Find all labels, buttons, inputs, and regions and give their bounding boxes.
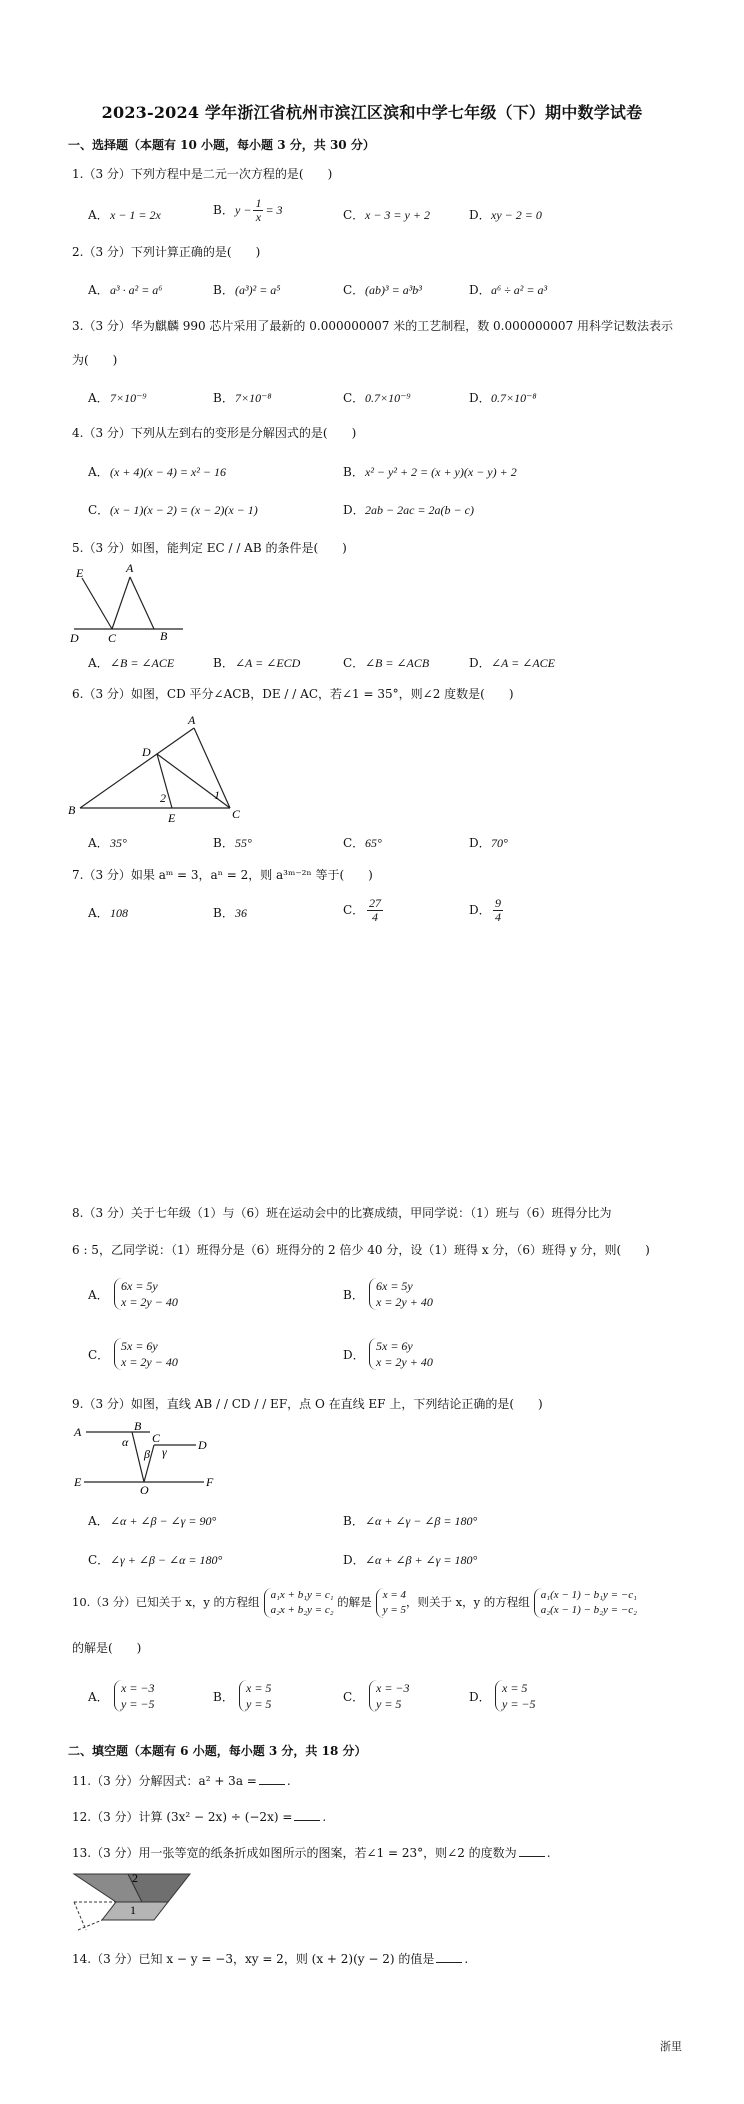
- q5-figure: [68, 562, 188, 644]
- option-label: C．: [343, 836, 365, 850]
- equation-1: x = −3: [121, 1681, 155, 1695]
- label-d: D: [198, 1438, 207, 1452]
- option-label: A．: [88, 1287, 109, 1302]
- q5-option-a[interactable]: [88, 654, 174, 671]
- q7-option-b[interactable]: [213, 904, 247, 921]
- stem-text: 12.（3 分）计算 (3x² − 2x) ÷ (−2x) =: [72, 1810, 293, 1824]
- label-a: A: [188, 713, 196, 727]
- q2-option-b[interactable]: [213, 281, 280, 298]
- option-text: x − 3 = y + 2: [365, 208, 430, 222]
- option-label: D．: [469, 836, 491, 850]
- option-text: 0.7×10⁻⁹: [365, 391, 411, 405]
- label-a: A: [74, 1425, 82, 1439]
- section-heading-choice: 一、选择题（本题有 10 小题，每小题 3 分，共 30 分）: [68, 138, 375, 152]
- question-3-stem-line2: 为( ): [72, 353, 118, 367]
- equation-2: y = −5: [121, 1697, 155, 1711]
- option-label: A．: [88, 836, 109, 850]
- q8-option-c[interactable]: [88, 1338, 178, 1370]
- option-text-2: = 3: [265, 203, 283, 217]
- label-alpha: α: [122, 1435, 129, 1449]
- question-9-stem: 9.（3 分）如图，直线 AB / / CD / / EF，点 O 在直线 EF 上，下列结论正确的是( ): [72, 1397, 543, 1411]
- option-label: D．: [469, 903, 491, 917]
- option-label: A．: [88, 283, 109, 297]
- option-label: C．: [343, 283, 365, 297]
- q1-option-c[interactable]: [343, 206, 430, 223]
- option-label: D．: [343, 1347, 365, 1362]
- q3-option-d[interactable]: [469, 389, 537, 406]
- option-text: 0.7×10⁻⁸: [491, 391, 537, 405]
- q8-option-a[interactable]: [88, 1278, 178, 1310]
- option-label: A．: [88, 208, 109, 222]
- option-label: D．: [469, 391, 491, 405]
- option-label: C．: [343, 1689, 365, 1704]
- label-a: A: [126, 561, 134, 575]
- option-label: D．: [469, 656, 491, 670]
- label-e: E: [74, 1475, 82, 1489]
- option-label: B．: [213, 391, 234, 405]
- option-text: a³ · a² = a⁶: [110, 283, 163, 297]
- q2-option-d[interactable]: [469, 281, 547, 298]
- equation-2: x = 2y − 40: [121, 1295, 178, 1309]
- option-label: D．: [469, 1689, 491, 1704]
- equation-1: 5x = 6y: [376, 1339, 413, 1353]
- fraction: [253, 197, 263, 224]
- label-d: D: [70, 631, 79, 645]
- option-label: B．: [213, 656, 234, 670]
- option-text: x − 1 = 2x: [110, 208, 161, 222]
- equation-2: y = 5: [376, 1697, 402, 1711]
- option-label: A．: [88, 391, 109, 405]
- question-7-stem: 7.（3 分）如果 aᵐ = 3，aⁿ = 2，则 a³ᵐ⁻²ⁿ 等于( ): [72, 868, 373, 882]
- q6-option-b[interactable]: [213, 834, 252, 851]
- option-label: A．: [88, 656, 109, 670]
- option-text: 70°: [491, 836, 508, 850]
- label-gamma: γ: [162, 1445, 167, 1459]
- option-label: A．: [88, 465, 109, 479]
- segment-ec: [82, 578, 112, 629]
- question-6-stem: 6.（3 分）如图，CD 平分∠ACB，DE / / AC，若∠1 = 35°，则∠2 度数是( ): [72, 687, 514, 701]
- equation-1: 6x = 5y: [376, 1279, 413, 1293]
- equation-system-3: [534, 1588, 637, 1618]
- equation-2: a₂x + b₂y = c₂: [270, 1604, 334, 1616]
- denominator: 4: [372, 910, 378, 924]
- option-text: ∠α + ∠β − ∠γ = 90°: [110, 1514, 217, 1528]
- option-text: 7×10⁻⁹: [110, 391, 147, 405]
- label-b: B: [160, 629, 168, 643]
- q1-option-a[interactable]: [88, 206, 161, 223]
- numerator: 9: [495, 896, 501, 910]
- option-label: D．: [469, 283, 491, 297]
- question-14: [72, 1950, 468, 1967]
- equation-system: [369, 1278, 433, 1310]
- option-text: xy − 2 = 0: [491, 208, 542, 222]
- q9-figure: [72, 1419, 222, 1497]
- answer-blank[interactable]: [294, 1808, 320, 1821]
- option-label: B．: [343, 1514, 364, 1528]
- question-10-stem-line1: [72, 1588, 637, 1618]
- equation-system: [114, 1278, 178, 1310]
- option-text: ∠α + ∠β + ∠γ = 180°: [365, 1553, 478, 1567]
- option-text: 7×10⁻⁸: [235, 391, 272, 405]
- q10-option-c[interactable]: [343, 1680, 410, 1712]
- equation-2: y = 5: [246, 1697, 272, 1711]
- option-label: B．: [213, 906, 234, 920]
- fraction: [493, 897, 503, 924]
- equation-system: [239, 1680, 271, 1712]
- equation-1: x = 5: [246, 1681, 272, 1695]
- stem-text-2: 的解是: [337, 1595, 372, 1609]
- option-text: 35°: [110, 836, 127, 850]
- numerator: 27: [369, 896, 381, 910]
- equation-system: [369, 1338, 433, 1370]
- equation-system: [114, 1680, 155, 1712]
- segment-ac: [194, 728, 230, 808]
- option-text: 36: [235, 906, 247, 920]
- option-text: x² − y² + 2 = (x + y)(x − y) + 2: [365, 465, 517, 479]
- option-text: y −: [235, 203, 252, 217]
- option-label: C．: [343, 656, 365, 670]
- equation-1: x = 5: [502, 1681, 528, 1695]
- option-text: ∠α + ∠γ − ∠β = 180°: [365, 1514, 478, 1528]
- option-text: 2ab − 2ac = 2a(b − c): [365, 503, 474, 517]
- stem-text: 11.（3 分）分解因式：a² + 3a =: [72, 1774, 257, 1788]
- option-label: C．: [343, 903, 365, 917]
- question-1-stem: 1.（3 分）下列方程中是二元一次方程的是( ): [72, 167, 333, 181]
- answer-blank[interactable]: [436, 1950, 462, 1963]
- q9-option-c[interactable]: [88, 1551, 222, 1568]
- option-text: (x − 1)(x − 2) = (x − 2)(x − 1): [110, 503, 258, 517]
- option-label: B．: [213, 1689, 234, 1704]
- option-label: C．: [88, 503, 110, 517]
- fold-guide-dashed-2: [74, 1902, 86, 1930]
- q10-option-b[interactable]: [213, 1680, 271, 1712]
- q3-option-c[interactable]: [343, 389, 411, 406]
- answer-blank[interactable]: [259, 1772, 285, 1785]
- option-text: 55°: [235, 836, 252, 850]
- option-text: ∠A = ∠ACE: [491, 656, 555, 670]
- equation-1: x = 4: [382, 1589, 406, 1601]
- equation-2: x = 2y − 40: [121, 1355, 178, 1369]
- label-e: E: [76, 566, 84, 580]
- stem-end: .: [286, 1774, 291, 1788]
- q9-option-d[interactable]: [343, 1551, 477, 1568]
- section-heading-fill: 二、填空题（本题有 6 小题，每小题 3 分，共 18 分）: [68, 1744, 367, 1758]
- option-label: B．: [213, 283, 234, 297]
- stem-text-3: ，则关于 x，y 的方程组: [406, 1595, 530, 1609]
- label-f: F: [206, 1475, 214, 1489]
- segment-ca: [112, 577, 130, 629]
- option-label: D．: [343, 1553, 365, 1567]
- segment-ab: [130, 577, 154, 629]
- equation-2: a₂(x − 1) − b₂y = −c₂: [540, 1604, 637, 1616]
- option-label: B．: [343, 1287, 364, 1302]
- q8-option-b[interactable]: [343, 1278, 433, 1310]
- q4-option-a[interactable]: [88, 463, 226, 480]
- label-beta: β: [144, 1447, 150, 1461]
- q10-option-a[interactable]: [88, 1680, 155, 1712]
- option-text: ∠B = ∠ACE: [110, 656, 175, 670]
- equation-1: a₁(x − 1) − b₁y = −c₁: [540, 1589, 637, 1601]
- label-o: O: [140, 1483, 149, 1497]
- option-label: D．: [469, 208, 491, 222]
- q6-option-a[interactable]: [88, 834, 127, 851]
- equation-2: y = −5: [502, 1697, 536, 1711]
- option-label: A．: [88, 906, 109, 920]
- q9-option-b[interactable]: [343, 1512, 477, 1529]
- q5-option-b[interactable]: [213, 654, 300, 671]
- question-4-stem: 4.（3 分）下列从左到右的变形是分解因式的是( ): [72, 426, 357, 440]
- label-e: E: [168, 811, 176, 825]
- label-c: C: [232, 807, 241, 821]
- label-d: D: [142, 745, 151, 759]
- option-label: D．: [343, 503, 365, 517]
- option-text: ∠B = ∠ACB: [365, 656, 430, 670]
- numerator: 1: [255, 196, 262, 210]
- label-c: C: [108, 631, 117, 645]
- question-12: [72, 1808, 326, 1825]
- equation-system: [495, 1680, 536, 1712]
- equation-2: y = 5: [382, 1604, 406, 1616]
- option-text: 108: [110, 906, 128, 920]
- option-text: ∠γ + ∠β − ∠α = 180°: [110, 1553, 223, 1567]
- label-b: B: [68, 803, 76, 817]
- option-label: C．: [88, 1553, 110, 1567]
- label-angle-1: 1: [214, 788, 220, 802]
- option-label: C．: [343, 391, 365, 405]
- option-text: ∠A = ∠ECD: [235, 656, 301, 670]
- q9-option-a[interactable]: [88, 1512, 216, 1529]
- option-label: B．: [213, 836, 234, 850]
- fraction: [367, 897, 383, 924]
- equation-1: 6x = 5y: [121, 1279, 158, 1293]
- q3-option-b[interactable]: [213, 389, 272, 406]
- label-b: B: [134, 1419, 142, 1433]
- option-label: B．: [343, 465, 364, 479]
- option-text: (x + 4)(x − 4) = x² − 16: [110, 465, 226, 479]
- label-angle-2: 2: [160, 791, 166, 805]
- q7-option-d[interactable]: [469, 897, 505, 924]
- equation-system-2: [376, 1588, 406, 1618]
- denominator: x: [255, 210, 262, 224]
- q7-option-a[interactable]: [88, 904, 128, 921]
- footer-brand: 浙里: [660, 2040, 682, 2053]
- option-text: (ab)³ = a³b³: [365, 283, 422, 297]
- q1-option-b[interactable]: [213, 197, 283, 224]
- label-angle-1: 1: [130, 1903, 136, 1917]
- option-text: 65°: [365, 836, 382, 850]
- label-angle-2: 2: [132, 1871, 138, 1885]
- question-13: [72, 1844, 551, 1861]
- stem-text: 14.（3 分）已知 x − y = −3，xy = 2，则 (x + 2)(y − 2) 的值是: [72, 1952, 435, 1966]
- q2-option-c[interactable]: [343, 281, 422, 298]
- q7-option-c[interactable]: [343, 897, 385, 924]
- question-8-stem-line2: 6 : 5，乙同学说：（1）班得分是（6）班得分的 2 倍少 40 分，设（1）班得 x 分，（6）班得 y 分，则( ): [72, 1243, 650, 1257]
- stem-end: .: [464, 1952, 469, 1966]
- equation-1: 5x = 6y: [121, 1339, 158, 1353]
- option-label: A．: [88, 1514, 109, 1528]
- equation-system: [114, 1338, 178, 1370]
- question-5-stem: 5.（3 分）如图，能判定 EC / / AB 的条件是( ): [72, 541, 347, 555]
- option-text: (a³)² = a⁵: [235, 283, 281, 297]
- question-2-stem: 2.（3 分）下列计算正确的是( ): [72, 245, 261, 259]
- stem-text: 13.（3 分）用一张等宽的纸条折成如图所示的图案，若∠1 = 23°，则∠2 的度数为: [72, 1846, 517, 1860]
- equation-2: x = 2y + 40: [376, 1355, 433, 1369]
- stem-end: .: [322, 1810, 327, 1824]
- equation-2: x = 2y + 40: [376, 1295, 433, 1309]
- q1-option-d[interactable]: [469, 206, 542, 223]
- q8-option-d[interactable]: [343, 1338, 433, 1370]
- option-label: A．: [88, 1689, 109, 1704]
- q6-figure: [68, 714, 258, 826]
- option-text: a⁶ ÷ a² = a³: [491, 283, 548, 297]
- page-title: 2023-2024 学年浙江省杭州市滨江区滨和中学七年级（下）期中数学试卷: [101, 103, 643, 122]
- answer-blank[interactable]: [519, 1844, 545, 1857]
- label-c: C: [152, 1431, 161, 1445]
- question-3-stem-line1: 3.（3 分）华为麒麟 990 芯片采用了最新的 0.000000007 米的工艺制程，数 0.000000007 用科学记数法表示: [72, 319, 674, 333]
- q6-option-d[interactable]: [469, 834, 508, 851]
- q6-option-c[interactable]: [343, 834, 382, 851]
- equation-1: a₁x + b₁y = c₁: [270, 1589, 334, 1601]
- q4-option-d[interactable]: [343, 501, 474, 518]
- option-label: C．: [343, 208, 365, 222]
- question-10-stem-line2: 的解是( ): [72, 1641, 142, 1655]
- q10-option-d[interactable]: [469, 1680, 536, 1712]
- segment-bo: [132, 1432, 144, 1482]
- q4-option-b[interactable]: [343, 463, 517, 480]
- q2-option-a[interactable]: [88, 281, 162, 298]
- denominator: 4: [495, 910, 501, 924]
- q5-option-c[interactable]: [343, 654, 429, 671]
- q13-figure: [72, 1866, 202, 1934]
- question-8-stem-line1: 8.（3 分）关于七年级（1）与（6）班在运动会中的比赛成绩，甲同学说：（1）班与（6）班得分比为: [72, 1206, 612, 1220]
- option-label: C．: [88, 1347, 110, 1362]
- equation-system: [369, 1680, 410, 1712]
- equation-system-1: [264, 1588, 334, 1618]
- question-11: [72, 1772, 291, 1789]
- stem-end: .: [546, 1846, 551, 1860]
- q4-option-c[interactable]: [88, 501, 258, 518]
- stem-text: 10.（3 分）已知关于 x，y 的方程组: [72, 1595, 260, 1609]
- fold-guide-dashed: [78, 1920, 102, 1930]
- option-label: B．: [213, 203, 234, 217]
- equation-1: x = −3: [376, 1681, 410, 1695]
- q5-option-d[interactable]: [469, 654, 555, 671]
- q3-option-a[interactable]: [88, 389, 147, 406]
